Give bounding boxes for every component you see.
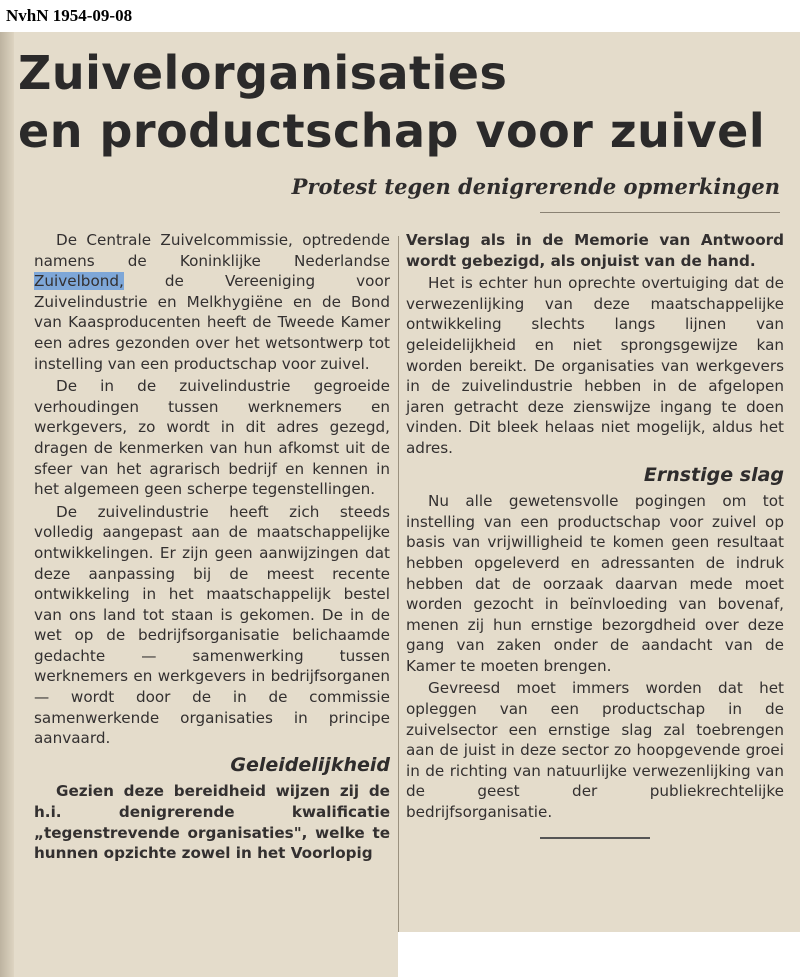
subtitle: Protest tegen denigrerende opmerkingen	[291, 174, 780, 199]
headline-line-2: en productschap voor zuivel	[18, 104, 766, 158]
end-rule	[540, 837, 650, 839]
section-heading-ernstige-slag: Ernstige slag	[643, 463, 784, 486]
paragraph-7: Nu alle gewetensvolle pogingen om tot instelling van een productschap voor zuivel op basis van vrijwilligheid te komen geen resultaat hebben opgeleverd en adressanten de indruk hebben dat de oorzaak daarvan mede moet worden gezocht in beïnvloeding van bovenaf, menen zij hun ernstige bezorgdheid over deze gang van zaken onder de aandacht van de Kamer te moeten brengen.	[406, 492, 784, 675]
paragraph-5: Verslag als in de Memorie van Antwoord wordt gebezigd, als onjuist van de hand.	[406, 231, 784, 270]
left-column	[34, 230, 390, 866]
headline	[18, 44, 765, 160]
scan-margin	[398, 932, 800, 977]
paragraph-4: Gezien deze bereidheid wijzen zij de h.i. denigrerende kwalificatie „tegenstrevende organisaties", welke te hunnen opzichte zowel in het Voorlopig	[34, 782, 390, 863]
highlighted-term: Zuivelbond,	[34, 272, 124, 291]
right-column	[406, 230, 784, 839]
paragraph-1	[34, 230, 390, 374]
paragraph-3: De zuivelindustrie heeft zich steeds volledig aangepast aan de maatschappelijke ontwikkelingen. Er zijn geen aanwijzingen dat deze aanpassing bij de meest recente ontwikkeling in het maatschappelijk bestel van ons land tot staan is gekomen. De in de wet op de bedrijfsorganisatie belichaamde gedachte — samenwerking tussen werknemers en werkgevers in bedrijfsorganen — wordt door de in de commissie samenwerkende organisaties in principe aanvaard.	[34, 502, 390, 748]
section-heading-geleidelijkheid: Geleidelijkheid	[230, 753, 390, 776]
headline-line-1: Zuivelorganisaties	[18, 46, 508, 100]
column-divider	[398, 236, 399, 966]
page-edge	[0, 32, 14, 977]
paragraph-2: De in de zuivelindustrie gegroeide verhoudingen tussen werknemers en werkgevers, zo wordt in dit adres gezegd, dragen de kenmerken van hun afkomst uit de sfeer van het agrarisch bedrijf en kennen in het algemeen geen scherpe tegenstellingen.	[34, 377, 390, 499]
source-label: NvhN 1954-09-08	[6, 6, 133, 25]
text-after-highlight: de Vereeniging voor Zuivelindustrie en Melkhygiëne en de Bond van Kaasproducenten heeft de Tweede Kamer een adres gezonden over het wetsontwerp tot instelling van een productschap voor zuivel.	[34, 272, 390, 373]
paragraph-8: Gevreesd moet immers worden dat het opleggen van een productschap in de zuivelsector een ernstige slag zal toebrengen aan de juist in deze sector zo hoopgevende groei in de richting van natuurlijke verwezenlijking van de geest der publiekrechtelijke bedrijfsorganisatie.	[406, 679, 784, 822]
text-before-highlight: De Centrale Zuivelcommissie, optredende namens de Koninklijke Nederlandse	[34, 231, 390, 270]
newspaper-clipping	[0, 32, 800, 977]
subtitle-rule	[540, 212, 780, 213]
paragraph-6: Het is echter hun oprechte overtuiging dat de verwezenlijking van deze maatschappelijke ontwikkeling slechts langs lijnen van geleidelijkheid en niet sprongsgewijze kan worden bereikt. De organisaties van werkgevers in de zuivelindustrie hebben in de afgelopen jaren getracht deze zienswijze ingang te doen vinden. Dit bleek helaas niet mogelijk, aldus het adres.	[406, 274, 784, 457]
